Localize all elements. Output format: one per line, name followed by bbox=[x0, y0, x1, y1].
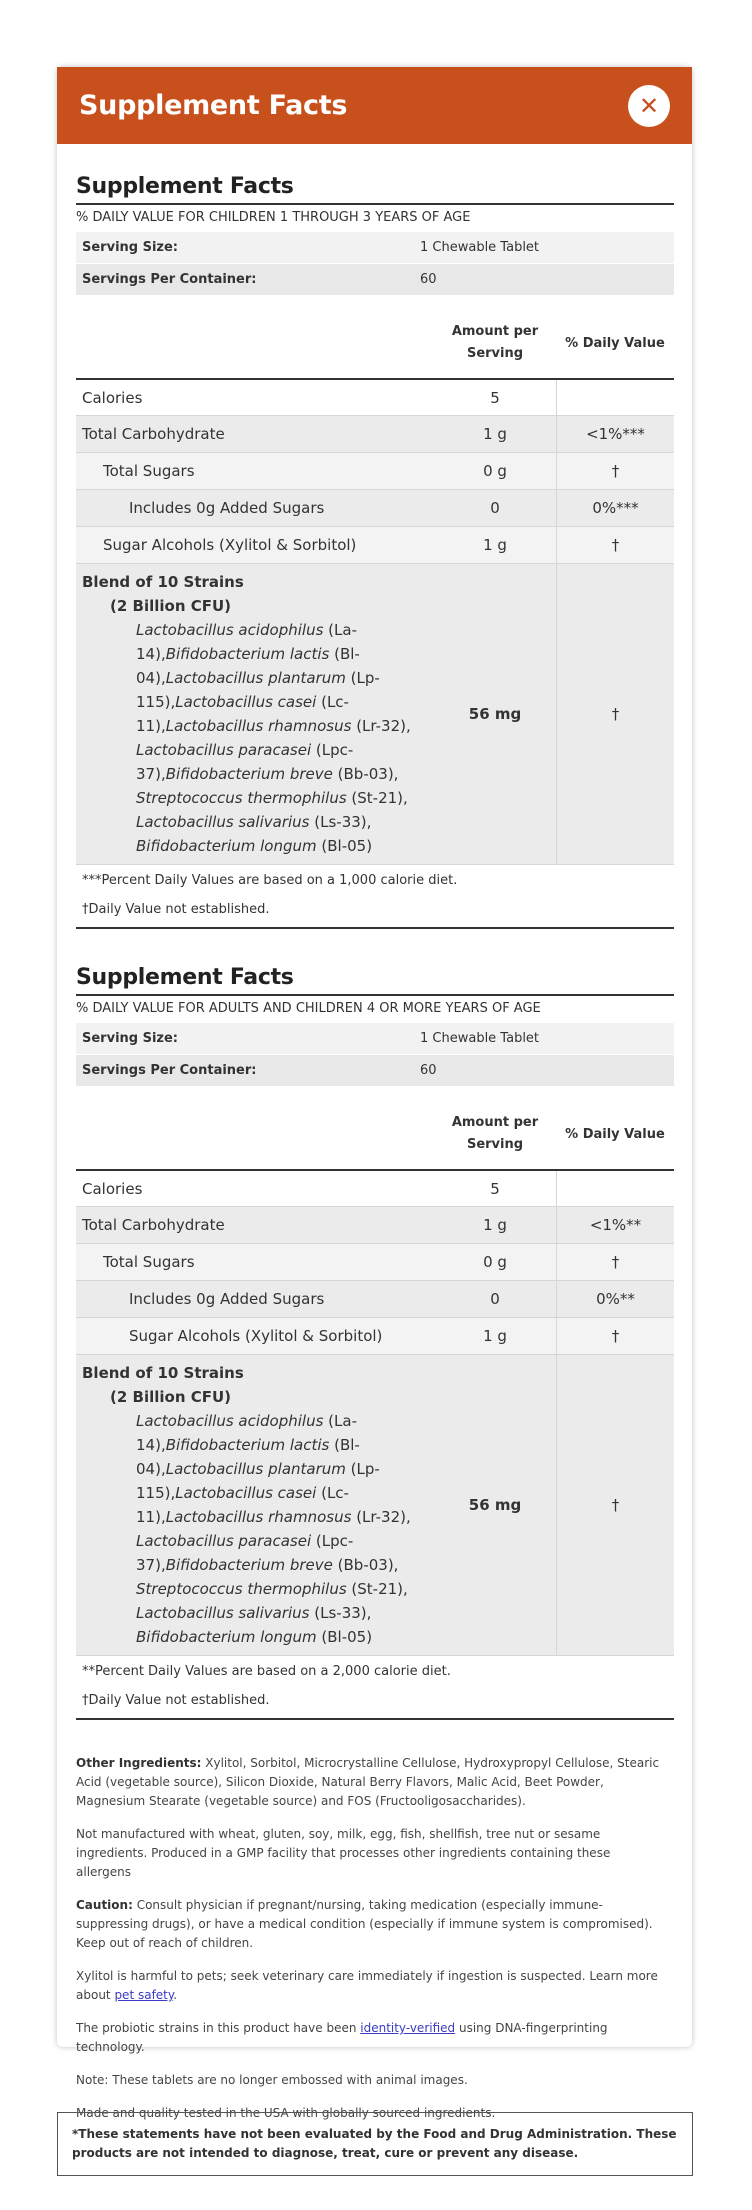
strain-code: (Lp-115), bbox=[136, 669, 380, 711]
strain-species: Lactobacillus rhamnosus bbox=[165, 717, 352, 735]
nutrient-amount: 5 bbox=[434, 380, 557, 415]
nutrient-name: Includes 0g Added Sugars bbox=[129, 1290, 325, 1308]
nutrient-dv: † bbox=[611, 1327, 620, 1345]
table-row bbox=[76, 453, 674, 490]
blend-dv: † bbox=[611, 1496, 620, 1514]
strain-species: Lactobacillus acidophilus bbox=[136, 621, 324, 639]
other-ingredients-text: Xylitol, Sorbitol, Microcrystalline Cellulose, Hydroxypropyl Cellulose, Stearic Acid (vegetable source), Silicon Dioxide, Natural Berry Flavors, Malic Acid, Beet Powder, Magnesium Stearate (vegetable source) and FOS (Fructooligosaccharides). bbox=[76, 1756, 660, 1808]
xylitol-text: Xylitol is harmful to pets; seek veterinary care immediately if ingestion is suspected. Learn more about bbox=[76, 1969, 658, 2002]
strain-species: Bifidobacterium breve bbox=[165, 1556, 333, 1574]
nutrient-name: Total Sugars bbox=[103, 1253, 195, 1271]
strain-species: Bifidobacterium lactis bbox=[165, 645, 330, 663]
strain-code: (Lp-115), bbox=[136, 1460, 380, 1502]
strain-species: Lactobacillus paracasei bbox=[136, 1532, 312, 1550]
strain-species: Lactobacillus salivarius bbox=[136, 813, 310, 831]
nutrient-dv bbox=[557, 1171, 674, 1206]
modal-title: Supplement Facts bbox=[79, 90, 348, 121]
servings-row bbox=[76, 1055, 674, 1087]
servings-label: Servings Per Container: bbox=[82, 272, 257, 287]
nutrient-dv: † bbox=[611, 1253, 620, 1271]
nutrient-dv: 0%*** bbox=[592, 499, 639, 517]
column-header bbox=[76, 308, 674, 380]
identity-verified-link[interactable]: identity-verified bbox=[360, 2021, 456, 2035]
blend-amount: 56 mg bbox=[434, 1355, 557, 1655]
strain-species: Lactobacillus rhamnosus bbox=[165, 1508, 352, 1526]
strain-species: Lactobacillus casei bbox=[175, 1484, 317, 1502]
serving-size-value: 1 Chewable Tablet bbox=[420, 240, 540, 255]
strain-list bbox=[82, 1409, 434, 1649]
probiotic-text: The probiotic strains in this product have been bbox=[76, 2021, 361, 2035]
modal-header bbox=[57, 67, 692, 144]
nutrient-name: Calories bbox=[82, 388, 143, 407]
blend-name: Blend of 10 Strains bbox=[82, 573, 244, 591]
blend-dv: † bbox=[611, 705, 620, 723]
caution-statement bbox=[76, 1896, 668, 1953]
dv-header: % Daily Value bbox=[565, 1126, 665, 1142]
nutrient-dv: † bbox=[611, 462, 620, 480]
strain-code: (Bl-04), bbox=[136, 1436, 360, 1478]
serving-size-value: 1 Chewable Tablet bbox=[420, 1031, 540, 1046]
fda-disclaimer: *These statements have not been evaluated by the Food and Drug Administration. These products are not intended to diagnose, treat, cure or prevent any disease. bbox=[57, 2112, 693, 2176]
amount-header: Amount per Serving bbox=[451, 324, 539, 361]
strain-code: (Lc-11), bbox=[136, 693, 349, 735]
strain-code: (Lc-11), bbox=[136, 1484, 349, 1526]
nutrient-amount: 0 g bbox=[434, 1244, 557, 1280]
blend-cfu: (2 Billion CFU) bbox=[110, 1388, 232, 1406]
table-row bbox=[76, 380, 674, 416]
strain-species: Bifidobacterium longum bbox=[136, 1628, 317, 1646]
strain-code: (Ls-33), bbox=[309, 1604, 372, 1622]
strain-code: (Lpc-37), bbox=[136, 1532, 354, 1574]
strain-code: (St-21), bbox=[346, 789, 408, 807]
probiotic-note bbox=[76, 2019, 668, 2057]
strain-species: Lactobacillus acidophilus bbox=[136, 1412, 324, 1430]
panel-title: Supplement Facts bbox=[76, 174, 674, 205]
nutrient-amount: 5 bbox=[434, 1171, 557, 1206]
column-header bbox=[76, 1099, 674, 1171]
strain-species: Lactobacillus salivarius bbox=[136, 1604, 310, 1622]
table-row bbox=[76, 416, 674, 453]
serving-size-label: Serving Size: bbox=[82, 1031, 179, 1046]
nutrient-dv: † bbox=[611, 536, 620, 554]
xylitol-warning bbox=[76, 1967, 668, 2005]
allergen-statement: Not manufactured with wheat, gluten, soy, milk, egg, fish, shellfish, tree nut or sesame ingredients. Produced in a GMP facility that processes other ingredients containing these allergens bbox=[76, 1827, 611, 1879]
strain-code: (Bl-05) bbox=[316, 837, 373, 855]
supplement-facts-modal bbox=[57, 67, 692, 2120]
strain-species: Lactobacillus plantarum bbox=[165, 1460, 346, 1478]
panel-subtitle: % DAILY VALUE FOR CHILDREN 1 THROUGH 3 YEARS OF AGE bbox=[76, 210, 471, 225]
made-in-usa-note: Made and quality tested in the USA with globally sourced ingredients. bbox=[76, 2106, 496, 2120]
strain-species: Bifidobacterium longum bbox=[136, 837, 317, 855]
table-row bbox=[76, 1281, 674, 1318]
product-notes bbox=[76, 1754, 668, 2137]
nutrient-amount: 1 g bbox=[434, 527, 557, 563]
strain-species: Streptococcus thermophilus bbox=[136, 789, 347, 807]
nutrient-dv bbox=[557, 380, 674, 415]
embossed-note: Note: These tablets are no longer embossed with animal images. bbox=[76, 2073, 468, 2087]
close-icon: ✕ bbox=[638, 91, 660, 120]
nutrient-name: Total Carbohydrate bbox=[82, 1216, 225, 1234]
footnote-dv-basis: ***Percent Daily Values are based on a 1,000 calorie diet. bbox=[82, 873, 458, 888]
table-row bbox=[76, 1207, 674, 1244]
strain-species: Lactobacillus paracasei bbox=[136, 741, 312, 759]
dv-header: % Daily Value bbox=[565, 335, 665, 351]
blend-row bbox=[76, 564, 674, 865]
table-row bbox=[76, 490, 674, 527]
strain-code: (Bl-05) bbox=[316, 1628, 373, 1646]
servings-row bbox=[76, 264, 674, 296]
serving-size-label: Serving Size: bbox=[82, 240, 179, 255]
nutrient-dv: <1%** bbox=[589, 1216, 642, 1234]
strain-species: Bifidobacterium breve bbox=[165, 765, 333, 783]
panel-title: Supplement Facts bbox=[76, 965, 674, 996]
probiotic-end: using DNA-fingerprinting technology. bbox=[76, 2021, 608, 2054]
nutrient-amount: 1 g bbox=[434, 1318, 557, 1354]
amount-header: Amount per Serving bbox=[451, 1115, 539, 1152]
caution-label: Caution: bbox=[76, 1898, 133, 1912]
strain-code: (Ls-33), bbox=[309, 813, 372, 831]
nutrient-name: Sugar Alcohols (Xylitol & Sorbitol) bbox=[129, 1327, 383, 1345]
strain-code: (St-21), bbox=[346, 1580, 408, 1598]
servings-value: 60 bbox=[420, 1063, 437, 1078]
nutrient-name: Total Carbohydrate bbox=[82, 425, 225, 443]
divider bbox=[76, 1718, 674, 1720]
strain-code: (Lpc-37), bbox=[136, 741, 354, 783]
footnote-dv-not-established: †Daily Value not established. bbox=[82, 1693, 270, 1708]
strain-code: (La-14), bbox=[136, 621, 357, 663]
nutrient-amount: 1 g bbox=[434, 1207, 557, 1243]
footnote-dv-basis: **Percent Daily Values are based on a 2,000 calorie diet. bbox=[82, 1664, 451, 1679]
nutrient-dv: <1%*** bbox=[586, 425, 645, 443]
strain-code: (Bb-03), bbox=[332, 765, 399, 783]
other-ingredients-label: Other Ingredients: bbox=[76, 1756, 202, 1770]
serving-size-row bbox=[76, 1023, 674, 1055]
strain-code: (Bl-04), bbox=[136, 645, 360, 687]
divider bbox=[76, 927, 674, 929]
strain-code: (Lr-32), bbox=[351, 1508, 411, 1526]
table-row bbox=[76, 1318, 674, 1355]
panel-subtitle: % DAILY VALUE FOR ADULTS AND CHILDREN 4 OR MORE YEARS OF AGE bbox=[76, 1001, 541, 1016]
facts-panel-children bbox=[76, 174, 674, 929]
pet-safety-link[interactable]: pet safety bbox=[114, 1988, 174, 2002]
strain-code: (Bb-03), bbox=[332, 1556, 399, 1574]
strain-species: Lactobacillus casei bbox=[175, 693, 317, 711]
blend-row bbox=[76, 1355, 674, 1656]
nutrient-name: Sugar Alcohols (Xylitol & Sorbitol) bbox=[103, 536, 357, 554]
table-row bbox=[76, 527, 674, 564]
nutrient-amount: 1 g bbox=[434, 416, 557, 452]
xylitol-end: . bbox=[173, 1988, 178, 2002]
facts-panel-adults bbox=[76, 965, 674, 1720]
blend-cfu: (2 Billion CFU) bbox=[110, 597, 232, 615]
nutrient-name: Calories bbox=[82, 1179, 143, 1198]
nutrient-name: Total Sugars bbox=[103, 462, 195, 480]
servings-value: 60 bbox=[420, 272, 437, 287]
strain-species: Bifidobacterium lactis bbox=[165, 1436, 330, 1454]
table-row bbox=[76, 1171, 674, 1207]
nutrient-amount: 0 g bbox=[434, 453, 557, 489]
nutrient-name: Includes 0g Added Sugars bbox=[129, 499, 325, 517]
blend-name: Blend of 10 Strains bbox=[82, 1364, 244, 1382]
other-ingredients bbox=[76, 1754, 668, 1811]
nutrient-amount: 0 bbox=[434, 1281, 557, 1317]
strain-code: (Lr-32), bbox=[351, 717, 411, 735]
caution-text: Consult physician if pregnant/nursing, taking medication (especially immune-suppressing drugs), or have a medical condition (especially if immune system is compromised). Keep out of reach of children. bbox=[76, 1898, 653, 1950]
strain-list bbox=[82, 618, 434, 858]
nutrient-amount: 0 bbox=[434, 490, 557, 526]
strain-species: Streptococcus thermophilus bbox=[136, 1580, 347, 1598]
table-row bbox=[76, 1244, 674, 1281]
serving-size-row bbox=[76, 232, 674, 264]
strain-code: (La-14), bbox=[136, 1412, 357, 1454]
close-button[interactable] bbox=[628, 85, 670, 127]
servings-label: Servings Per Container: bbox=[82, 1063, 257, 1078]
blend-amount: 56 mg bbox=[434, 564, 557, 864]
strain-species: Lactobacillus plantarum bbox=[165, 669, 346, 687]
nutrient-dv: 0%** bbox=[596, 1290, 635, 1308]
footnote-dv-not-established: †Daily Value not established. bbox=[82, 902, 270, 917]
